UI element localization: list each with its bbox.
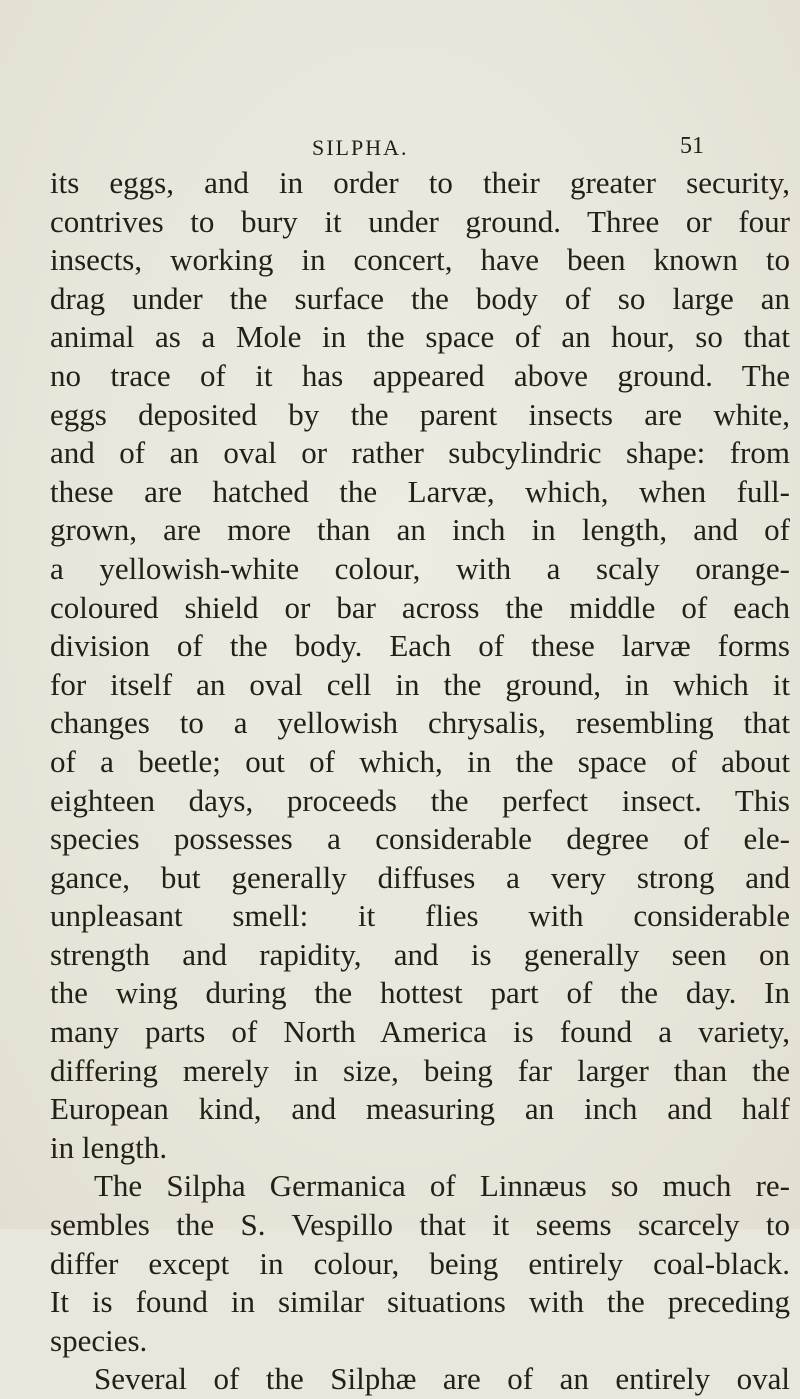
- text-line: differing merely in size, being far larger than the: [50, 1052, 790, 1088]
- text-line: grown, are more than an inch in length, and of: [50, 512, 790, 548]
- text-line: for itself an oval cell in the ground, in which it: [50, 666, 790, 702]
- text-line: contrives to bury it under ground. Three or four: [50, 203, 790, 239]
- text-line: in length.: [50, 1129, 168, 1165]
- text-line: European kind, and measuring an inch and half: [50, 1091, 790, 1127]
- text-line: It is found in similar situations with the preceding: [50, 1284, 790, 1320]
- text-line: insects, working in concert, have been known to: [50, 242, 790, 278]
- text-line: division of the body. Each of these larvæ forms: [50, 628, 790, 664]
- text-line: gance, but generally diffuses a very strong and: [50, 859, 790, 895]
- page-number: 51: [680, 133, 704, 159]
- text-line: these are hatched the Larvæ, which, when full-: [50, 473, 790, 509]
- text-line: drag under the surface the body of so large an: [50, 280, 790, 316]
- text-line: of a beetle; out of which, in the space of about: [50, 743, 790, 779]
- running-head: [0, 131, 800, 167]
- text-line: coloured shield or bar across the middle of each: [50, 589, 790, 625]
- text-line: its eggs, and in order to their greater security,: [50, 165, 790, 200]
- text-line: eggs deposited by the parent insects are white,: [50, 396, 790, 432]
- text-line: changes to a yellowish chrysalis, resembling that: [50, 705, 790, 741]
- text-line: eighteen days, proceeds the perfect insect. This: [50, 782, 790, 818]
- text-line: differ except in colour, being entirely coal-black.: [50, 1245, 790, 1281]
- text-line: no trace of it has appeared above ground. The: [50, 357, 790, 393]
- text-line: species.: [50, 1322, 148, 1358]
- text-line: animal as a Mole in the space of an hour, so that: [50, 319, 790, 355]
- body-text: [50, 164, 790, 1399]
- text-line: the wing during the hottest part of the day. In: [50, 975, 790, 1011]
- text-line: unpleasant smell: it flies with considerable: [50, 898, 790, 934]
- running-title: SILPHA.: [312, 135, 409, 160]
- text-line: species possesses a considerable degree of ele-: [50, 821, 790, 857]
- text-line: The Silpha Germanica of Linnæus so much re-: [94, 1168, 790, 1204]
- text-line: sembles the S. Vespillo that it seems scarcely to: [50, 1207, 790, 1243]
- text-line: many parts of North America is found a variety,: [50, 1014, 790, 1050]
- text-line: and of an oval or rather subcylindric shape: from: [50, 435, 790, 471]
- text-line: a yellowish-white colour, with a scaly orange-: [50, 550, 790, 586]
- text-line: Several of the Silphæ are of an entirely oval: [94, 1361, 790, 1397]
- text-line: strength and rapidity, and is generally seen on: [50, 936, 790, 972]
